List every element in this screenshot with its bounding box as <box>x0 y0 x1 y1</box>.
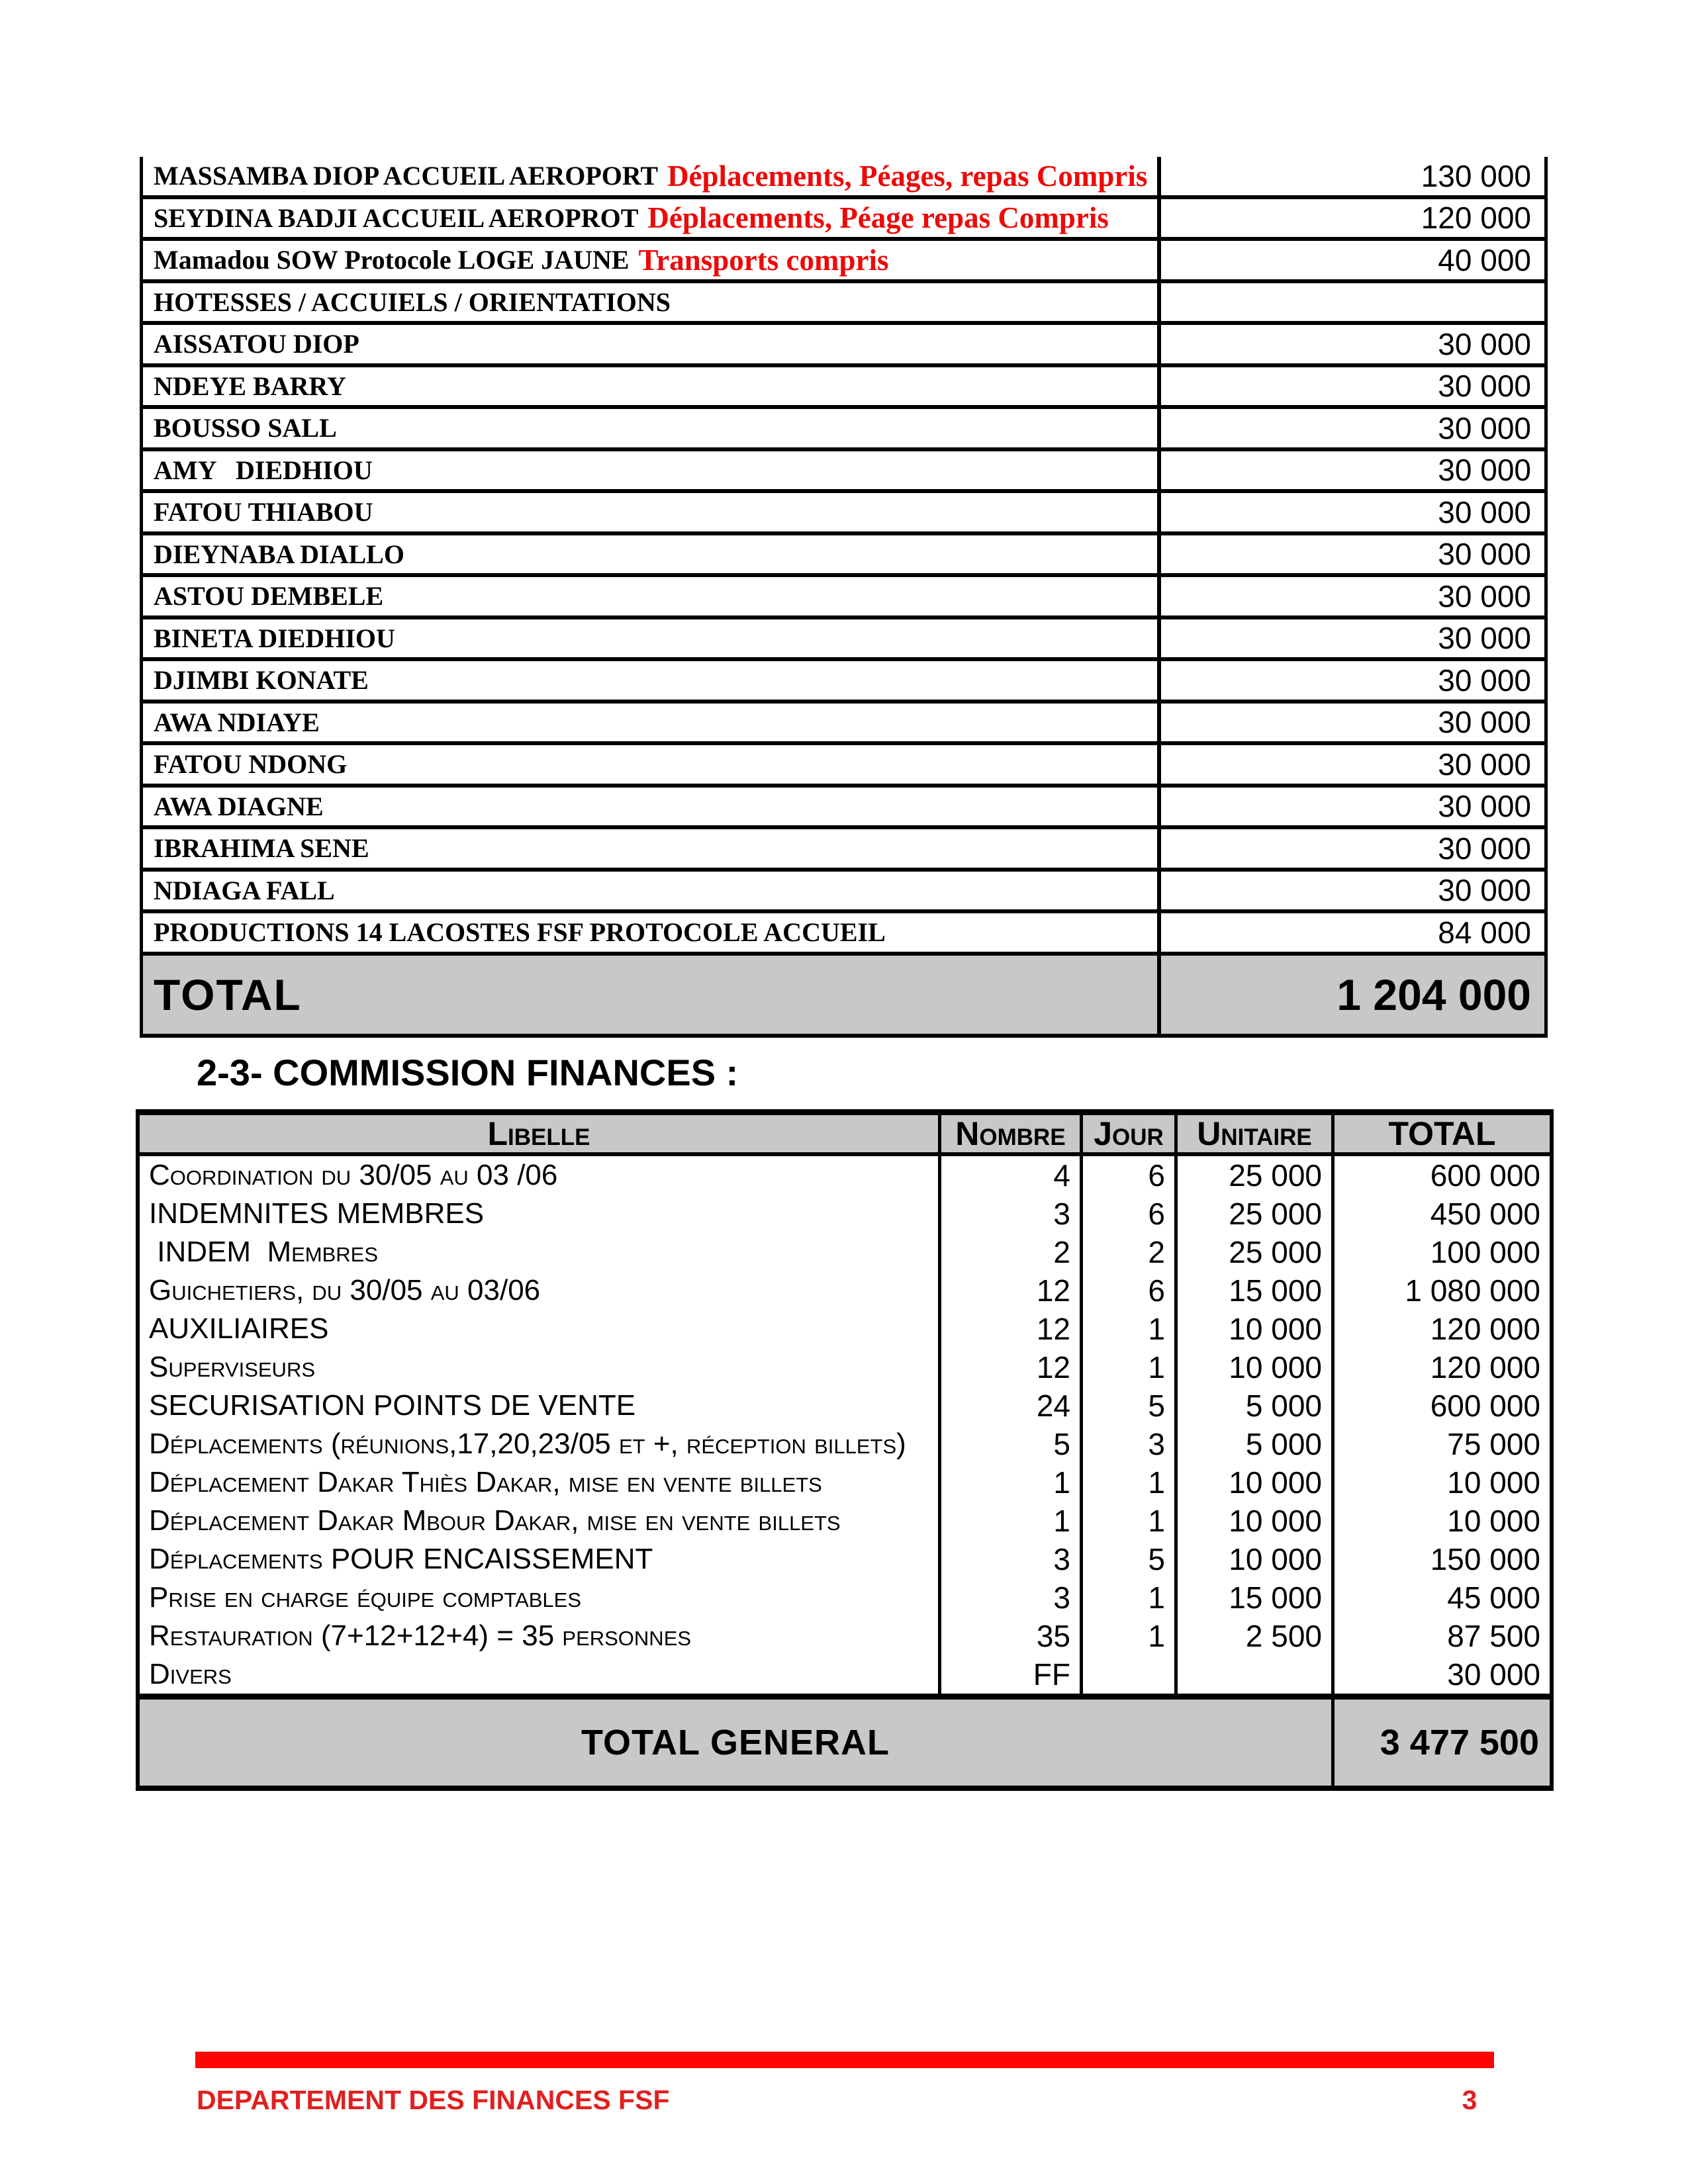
table2-row <box>140 1348 1550 1387</box>
table1-row <box>143 409 1544 451</box>
person-or-item-name: ASTOU DEMBELE <box>154 581 384 612</box>
cell-jour: 6 <box>1080 1195 1174 1233</box>
cell-nombre: 2 <box>938 1233 1080 1271</box>
footer-accent-bar <box>195 2052 1494 2068</box>
person-or-item-name: IBRAHIMA SENE <box>154 833 369 864</box>
table1-amount-cell: 30 000 <box>1157 325 1544 363</box>
table1-name-cell <box>143 199 1157 238</box>
cell-nombre: 1 <box>938 1463 1080 1502</box>
person-or-item-name: AISSATOU DIOP <box>154 329 359 359</box>
expense-note: Déplacements, Péages, repas Compris <box>667 159 1148 193</box>
table2-row <box>140 1156 1550 1195</box>
table1-name-cell <box>143 283 1157 322</box>
cell-libelle: Déplacement Dakar Mbour Dakar, mise en vente billets <box>149 1504 841 1537</box>
cell-total: 150 000 <box>1331 1540 1550 1578</box>
cell-libelle: Superviseurs <box>149 1351 316 1383</box>
cell-total: 120 000 <box>1331 1310 1550 1348</box>
cell-libelle: SECURISATION POINTS DE VENTE <box>149 1389 636 1422</box>
table1-amount-cell: 30 000 <box>1157 829 1544 868</box>
table1-row <box>143 283 1544 326</box>
table1-total-amount: 1 204 000 <box>1157 956 1544 1034</box>
table2-row <box>140 1233 1550 1271</box>
header-total: TOTAL <box>1331 1115 1550 1152</box>
cell-total: 450 000 <box>1331 1195 1550 1233</box>
section-heading: 2-3- COMMISSION FINANCES : <box>197 1052 739 1093</box>
footer-department: DEPARTEMENT DES FINANCES FSF <box>197 2085 670 2115</box>
table2-row <box>140 1425 1550 1463</box>
table1-amount-cell: 30 000 <box>1157 535 1544 574</box>
cell-nombre: 12 <box>938 1271 1080 1310</box>
cell-nombre: 5 <box>938 1425 1080 1463</box>
table2-total-label: TOTAL GENERAL <box>581 1723 890 1762</box>
table1-amount-cell <box>1157 283 1544 322</box>
cell-jour: 5 <box>1080 1540 1174 1578</box>
table1-row <box>143 493 1544 535</box>
cell-unitaire: 10 000 <box>1174 1502 1331 1540</box>
table1-row <box>143 157 1544 199</box>
table2-row <box>140 1387 1550 1425</box>
cell-unitaire: 5 000 <box>1174 1425 1331 1463</box>
cell-jour: 1 <box>1080 1348 1174 1387</box>
table2-row <box>140 1617 1550 1655</box>
cell-libelle: Déplacements POUR ENCAISSEMENT <box>149 1543 653 1575</box>
table2-row <box>140 1195 1550 1233</box>
person-or-item-name: BOUSSO SALL <box>154 413 337 443</box>
table1-row <box>143 325 1544 367</box>
table1-name-cell <box>143 619 1157 658</box>
cell-jour: 1 <box>1080 1617 1174 1655</box>
cell-libelle: INDEMNITES MEMBRES <box>149 1197 485 1230</box>
table2-total-row <box>140 1694 1550 1786</box>
cell-unitaire: 25 000 <box>1174 1195 1331 1233</box>
cell-unitaire: 15 000 <box>1174 1578 1331 1617</box>
table1-row <box>143 619 1544 662</box>
cell-nombre: 24 <box>938 1387 1080 1425</box>
cell-unitaire: 25 000 <box>1174 1233 1331 1271</box>
table1-name-cell <box>143 788 1157 826</box>
cell-unitaire: 10 000 <box>1174 1348 1331 1387</box>
table1-name-cell <box>143 451 1157 490</box>
cell-libelle: Guichetiers, du 30/05 au 03/06 <box>149 1274 541 1306</box>
table2-row <box>140 1502 1550 1540</box>
person-or-item-name: HOTESSES / ACCUIELS / ORIENTATIONS <box>154 287 671 317</box>
cell-libelle: Restauration (7+12+12+4) = 35 personnes <box>149 1619 692 1652</box>
table2-row <box>140 1655 1550 1694</box>
table1-amount-cell: 30 000 <box>1157 367 1544 406</box>
expense-note: Déplacements, Péage repas Compris <box>647 201 1109 235</box>
table1-row <box>143 577 1544 619</box>
accueil-protocole-table <box>140 157 1548 1038</box>
cell-unitaire: 15 000 <box>1174 1271 1331 1310</box>
person-or-item-name: SEYDINA BADJI ACCUEIL AEROPROT <box>154 203 639 233</box>
cell-nombre: 3 <box>938 1578 1080 1617</box>
table1-amount-cell: 40 000 <box>1157 241 1544 279</box>
cell-jour: 2 <box>1080 1233 1174 1271</box>
table1-amount-cell: 30 000 <box>1157 493 1544 531</box>
cell-libelle: AUXILIAIRES <box>149 1312 329 1345</box>
table1-name-cell <box>143 535 1157 574</box>
table2-header-row <box>140 1115 1550 1156</box>
table2-row <box>140 1578 1550 1617</box>
cell-unitaire: 25 000 <box>1174 1156 1331 1195</box>
cell-jour: 1 <box>1080 1578 1174 1617</box>
expense-note: Transports compris <box>638 243 889 277</box>
cell-jour <box>1080 1655 1174 1694</box>
table2-row <box>140 1540 1550 1578</box>
person-or-item-name: MASSAMBA DIOP ACCUEIL AEROPORT <box>154 161 659 191</box>
cell-total: 30 000 <box>1331 1655 1550 1694</box>
cell-total: 75 000 <box>1331 1425 1550 1463</box>
person-or-item-name: AWA NDIAYE <box>154 707 320 737</box>
header-nombre: Nombre <box>938 1115 1080 1152</box>
cell-total: 600 000 <box>1331 1387 1550 1425</box>
table1-row <box>143 704 1544 746</box>
table1-amount-cell: 84 000 <box>1157 913 1544 952</box>
header-jour: Jour <box>1080 1115 1174 1152</box>
table1-name-cell <box>143 367 1157 406</box>
header-unitaire: Unitaire <box>1174 1115 1331 1152</box>
cell-jour: 1 <box>1080 1463 1174 1502</box>
cell-total: 87 500 <box>1331 1617 1550 1655</box>
cell-total: 120 000 <box>1331 1348 1550 1387</box>
cell-libelle: Déplacement Dakar Thiès Dakar, mise en vente billets <box>149 1466 822 1498</box>
cell-nombre: 12 <box>938 1348 1080 1387</box>
cell-libelle: Divers <box>149 1658 232 1690</box>
table1-name-cell <box>143 577 1157 615</box>
cell-nombre: 1 <box>938 1502 1080 1540</box>
table1-name-cell <box>143 493 1157 531</box>
person-or-item-name: Mamadou SOW Protocole LOGE JAUNE <box>154 245 630 275</box>
person-or-item-name: BINETA DIEDHIOU <box>154 623 395 653</box>
table1-name-cell <box>143 241 1157 279</box>
table1-amount-cell: 30 000 <box>1157 661 1544 700</box>
table1-amount-cell: 30 000 <box>1157 619 1544 658</box>
cell-jour: 6 <box>1080 1156 1174 1195</box>
table1-total-label: TOTAL <box>154 970 302 1019</box>
cell-total: 100 000 <box>1331 1233 1550 1271</box>
table2-body <box>140 1156 1550 1694</box>
table1-amount-cell: 130 000 <box>1157 157 1544 195</box>
table1-name-cell <box>143 913 1157 952</box>
cell-total: 600 000 <box>1331 1156 1550 1195</box>
cell-jour: 5 <box>1080 1387 1174 1425</box>
cell-total: 10 000 <box>1331 1463 1550 1502</box>
cell-jour: 3 <box>1080 1425 1174 1463</box>
table1-amount-cell: 30 000 <box>1157 577 1544 615</box>
cell-unitaire: 2 500 <box>1174 1617 1331 1655</box>
table1-name-cell <box>143 745 1157 784</box>
table2-row <box>140 1271 1550 1310</box>
table1-name-cell <box>143 872 1157 910</box>
table1-body <box>143 157 1544 956</box>
person-or-item-name: NDIAGA FALL <box>154 875 335 905</box>
cell-nombre: 3 <box>938 1540 1080 1578</box>
table1-row <box>143 199 1544 242</box>
cell-unitaire: 10 000 <box>1174 1310 1331 1348</box>
table1-row <box>143 829 1544 872</box>
table1-amount-cell: 30 000 <box>1157 745 1544 784</box>
cell-libelle: Coordination du 30/05 au 03 /06 <box>149 1159 558 1191</box>
person-or-item-name: DJIMBI KONATE <box>154 665 369 696</box>
table1-name-cell <box>143 157 1157 195</box>
cell-total: 10 000 <box>1331 1502 1550 1540</box>
table1-amount-cell: 120 000 <box>1157 199 1544 238</box>
cell-libelle: Prise en charge équipe comptables <box>149 1581 582 1614</box>
table1-row <box>143 788 1544 830</box>
person-or-item-name: DIEYNABA DIALLO <box>154 539 404 569</box>
cell-unitaire: 10 000 <box>1174 1463 1331 1502</box>
cell-unitaire <box>1174 1655 1331 1694</box>
person-or-item-name: AWA DIAGNE <box>154 791 324 821</box>
table1-amount-cell: 30 000 <box>1157 451 1544 490</box>
table2-row <box>140 1310 1550 1348</box>
table1-row <box>143 913 1544 956</box>
commission-finances-table <box>136 1109 1554 1791</box>
table1-amount-cell: 30 000 <box>1157 704 1544 742</box>
table1-name-cell <box>143 829 1157 868</box>
person-or-item-name: AMY DIEDHIOU <box>154 455 373 485</box>
table1-row <box>143 241 1544 283</box>
table1-amount-cell: 30 000 <box>1157 872 1544 910</box>
header-libelle: Libelle <box>487 1115 590 1152</box>
cell-jour: 1 <box>1080 1310 1174 1348</box>
cell-nombre: 3 <box>938 1195 1080 1233</box>
cell-nombre: 35 <box>938 1617 1080 1655</box>
table1-name-cell <box>143 704 1157 742</box>
cell-nombre: 4 <box>938 1156 1080 1195</box>
cell-unitaire: 10 000 <box>1174 1540 1331 1578</box>
table1-amount-cell: 30 000 <box>1157 788 1544 826</box>
person-or-item-name: NDEYE BARRY <box>154 371 346 401</box>
table2-row <box>140 1463 1550 1502</box>
table1-name-cell <box>143 325 1157 363</box>
person-or-item-name: FATOU THIABOU <box>154 497 373 527</box>
cell-total: 1 080 000 <box>1331 1271 1550 1310</box>
cell-nombre: 12 <box>938 1310 1080 1348</box>
footer-page-number: 3 <box>1462 2085 1477 2115</box>
table1-row <box>143 745 1544 788</box>
table1-total-row <box>143 956 1544 1038</box>
table1-row <box>143 367 1544 410</box>
cell-nombre: FF <box>938 1655 1080 1694</box>
cell-jour: 6 <box>1080 1271 1174 1310</box>
table1-name-cell <box>143 409 1157 447</box>
cell-jour: 1 <box>1080 1502 1174 1540</box>
cell-unitaire: 5 000 <box>1174 1387 1331 1425</box>
cell-total: 45 000 <box>1331 1578 1550 1617</box>
person-or-item-name: FATOU NDONG <box>154 749 348 780</box>
cell-libelle: INDEM Membres <box>149 1236 379 1268</box>
table1-name-cell <box>143 661 1157 700</box>
cell-libelle: Déplacements (réunions,17,20,23/05 et +, réception billets) <box>149 1428 906 1460</box>
person-or-item-name: PRODUCTIONS 14 LACOSTES FSF PROTOCOLE ACCUEIL <box>154 917 886 948</box>
table1-row <box>143 872 1544 914</box>
table1-row <box>143 535 1544 578</box>
table1-row <box>143 661 1544 704</box>
table2-total-amount: 3 477 500 <box>1331 1700 1550 1786</box>
table1-amount-cell: 30 000 <box>1157 409 1544 447</box>
table1-row <box>143 451 1544 494</box>
